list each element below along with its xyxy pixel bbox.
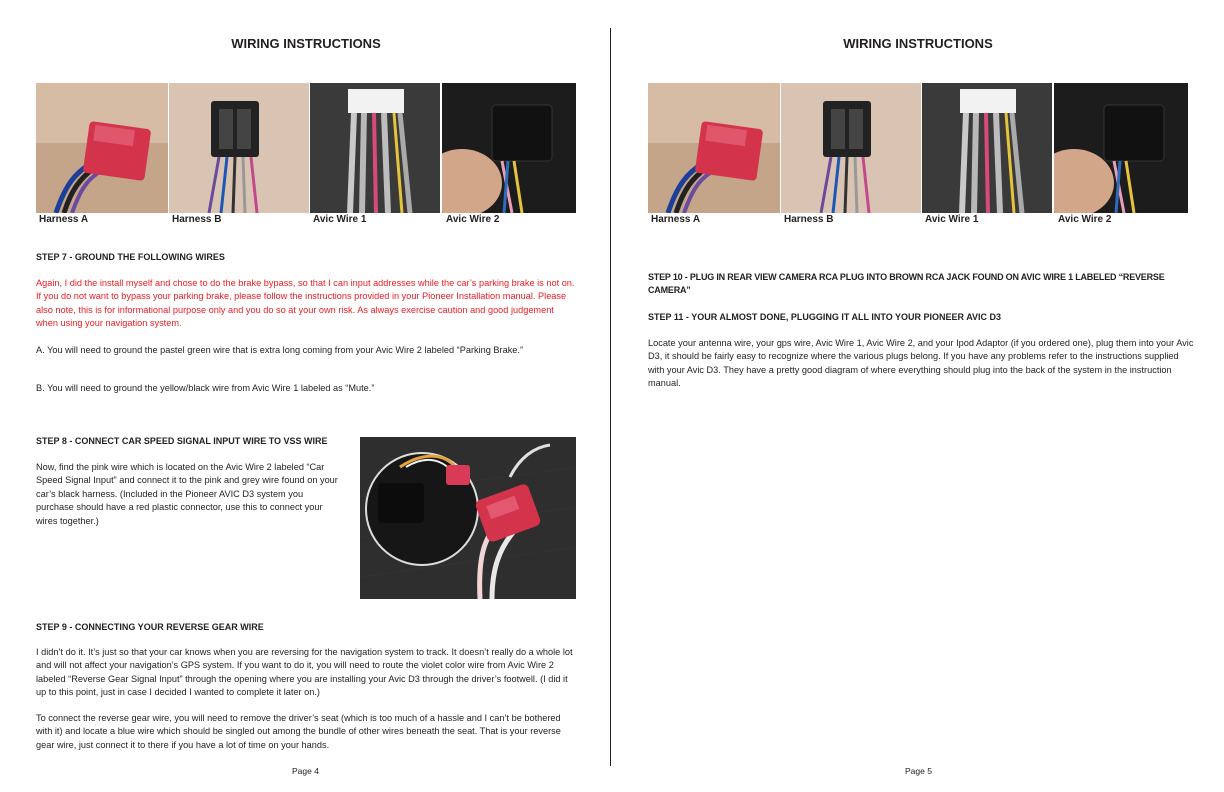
harness-a-photo	[648, 83, 780, 213]
avic-wire-1-photo	[922, 83, 1052, 213]
page-title: WIRING INSTRUCTIONS	[231, 36, 381, 51]
connector-photo	[360, 437, 576, 599]
avic-wire-2-photo	[1054, 83, 1188, 213]
harness-b-photo	[169, 83, 309, 213]
step8-heading: STEP 8 - CONNECT CAR SPEED SIGNAL INPUT WIRE TO VSS WIRE	[36, 436, 328, 446]
step11-heading: STEP 11 - YOUR ALMOST DONE, PLUGGING IT ALL INTO YOUR PIONEER AVIC D3	[648, 312, 1002, 322]
page-number: Page 4	[292, 766, 319, 776]
caption-harness-a: Harness A	[651, 214, 701, 225]
caption-avic-wire-2: Avic Wire 2	[1058, 214, 1112, 225]
step8-body: Now, find the pink wire which is located on the Avic Wire 2 labeled “Car Speed Signal Input” and connect it to the pink and grey wire found on your car’s black harness. (Included in the Pioneer AVIC D3 system you purchase should have a red plastic connector, use this to connect your wires together.)	[36, 462, 338, 526]
step9-para1: I didn’t do it. It’s just so that your car knows when you are reversing for the navigation system to track. It doesn’t really do a whole lot and will not affect your navigation’s GPS system. If you want to do it, you will need to route the violet color wire from Avic Wire 2 labeled “Reverse Gear Signal Input” through the opening where you are installing your Avic D3 through the driver’s footwell. (I did it up to this point, just in case I decided I wanted to complete it later on.)	[36, 647, 573, 698]
step7-heading: STEP 7 - GROUND THE FOLLOWING WIRES	[36, 252, 225, 262]
step7-warning: Again, I did the install myself and chose to do the brake bypass, so that I can input addresses while the car’s parking brake is not on. If you do not want to bypass your parking brake, please follow the instructions provided in your Pioneer Installation manual. Please also note, this is for informational purpose only and you do so at your own risk. As always exercise caution and good judgement when using your navigation system.	[36, 278, 575, 329]
caption-avic-wire-2: Avic Wire 2	[446, 214, 500, 225]
step11-body: Locate your antenna wire, your gps wire, Avic Wire 1, Avic Wire 2, and your Ipod Adaptor (if you ordered one), plug them into your Avic D3, it should be fairly easy to recognize where the various plugs belong. If you have any problems refer to the instructions supplied with your Avic D3. They have a pretty good diagram of where everything should plug into the back of the system in the instruction manual.	[648, 338, 1194, 389]
step9-heading: STEP 9 - CONNECTING YOUR REVERSE GEAR WIRE	[36, 622, 264, 632]
left-page	[0, 0, 610, 792]
harness-b-photo	[781, 83, 921, 213]
step10-heading: STEP 10 - PLUG IN REAR VIEW CAMERA RCA PLUG INTO BROWN RCA JACK FOUND ON AVIC WIRE 1 LABELED “REVERSE CAMERA”	[648, 272, 1165, 295]
caption-avic-wire-1: Avic Wire 1	[925, 214, 979, 225]
step7-item-b: B. You will need to ground the yellow/black wire from Avic Wire 1 labeled as “Mute.”	[36, 383, 375, 393]
caption-harness-b: Harness B	[172, 214, 222, 225]
step7-item-a: A. You will need to ground the pastel green wire that is extra long coming from your Avic Wire 2 labeled “Parking Brake.”	[36, 345, 524, 355]
avic-wire-1-photo	[310, 83, 440, 213]
caption-avic-wire-1: Avic Wire 1	[313, 214, 367, 225]
caption-harness-a: Harness A	[39, 214, 89, 225]
step9-para2: To connect the reverse gear wire, you will need to remove the driver’s seat (which is too much of a hassle and I can’t be bothered with it) and locate a blue wire which should be singled out among the bundle of other wires beneath the seat. That is your reverse gear wire, just connect it to there if you have a lot of time on your hands.	[36, 713, 561, 750]
harness-a-photo	[36, 83, 168, 213]
page-number: Page 5	[905, 766, 932, 776]
avic-wire-2-photo	[442, 83, 576, 213]
page-title: WIRING INSTRUCTIONS	[843, 36, 993, 51]
page-divider	[610, 28, 611, 766]
right-page	[612, 0, 1224, 792]
caption-harness-b: Harness B	[784, 214, 834, 225]
